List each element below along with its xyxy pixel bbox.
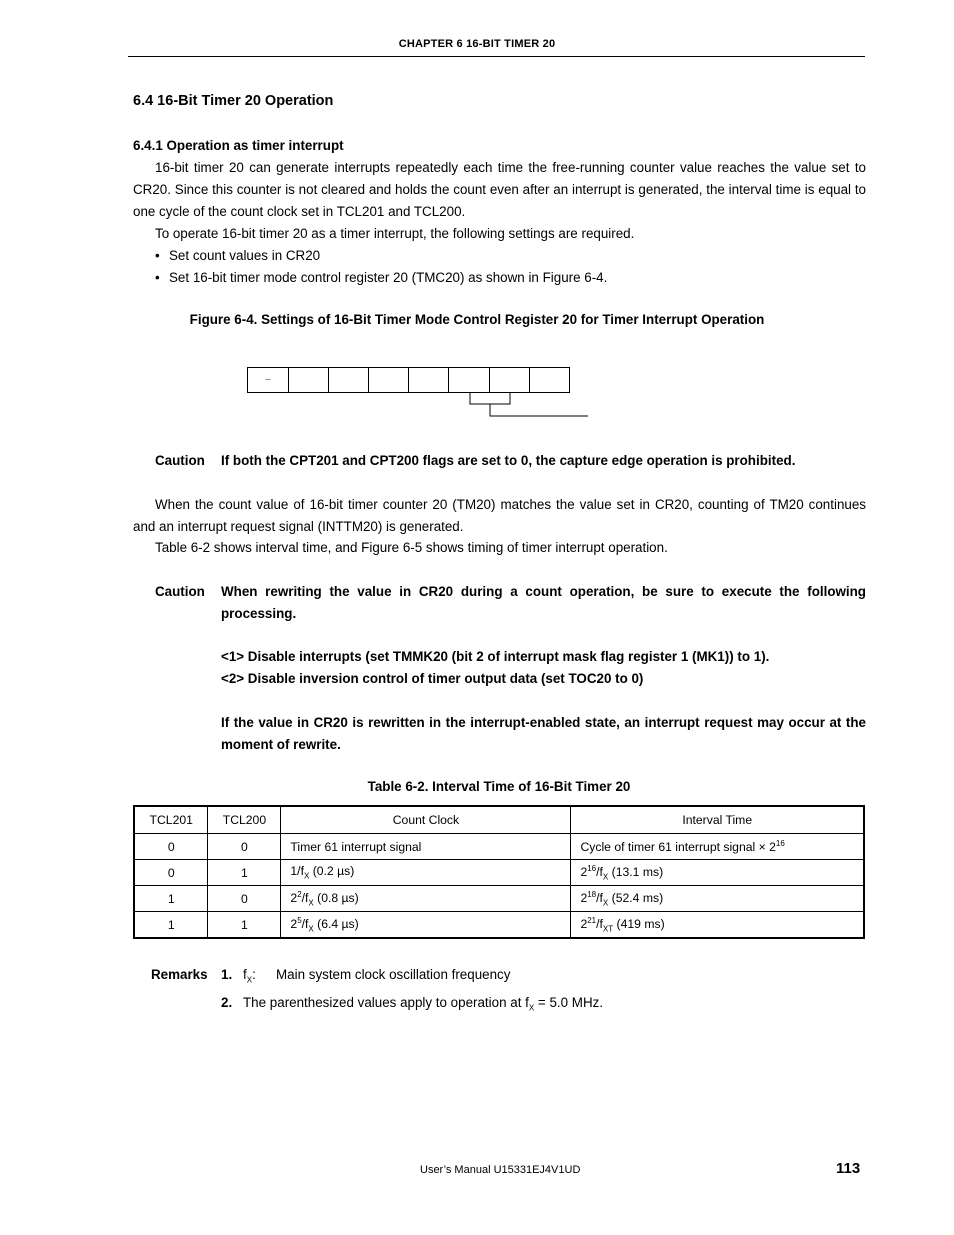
remark-term: f: [243, 967, 247, 982]
manual-id: User’s Manual U15331EJ4V1UD: [420, 1164, 581, 1176]
interval-exponent: 16: [587, 863, 597, 873]
page-number: 113: [836, 1160, 861, 1177]
register-connector-lines: [460, 390, 600, 422]
body-paragraph-2: Table 6-2 shows interval time, and Figure 6-5 shows timing of timer interrupt operation.: [155, 540, 668, 555]
header-rule: [128, 56, 865, 57]
remark-number: 2.: [221, 994, 233, 1010]
clock-sub: X: [308, 924, 314, 934]
remark-text-pre: The parenthesized values apply to operation at f: [243, 994, 529, 1010]
register-bit-cell: [288, 368, 328, 392]
interval-post: (13.1 ms): [608, 864, 664, 879]
table-row: [134, 886, 864, 912]
interval-sub: X: [602, 872, 609, 882]
figure-title: Figure 6-4. Settings of 16-Bit Timer Mode Control Register 20 for Timer Interrupt Operation: [189, 312, 765, 327]
caution-intro: When rewriting the value in CR20 during a count operation, be sure to execute the following processing.: [221, 584, 866, 621]
clock-mid: /f: [301, 890, 309, 905]
count-clock-cell: [281, 886, 571, 912]
clock-pre: 2: [290, 916, 298, 931]
remark-text-sub: X: [528, 1003, 535, 1013]
register-bit-cell: [529, 368, 569, 392]
interval-base: Cycle of timer 61 interrupt signal × 2: [580, 840, 776, 855]
table-row: [134, 860, 864, 886]
bullet-item: [155, 267, 607, 289]
intro-paragraph-2: To operate 16-bit timer 20 as a timer interrupt, the following settings are required.: [155, 226, 635, 241]
clock-mid: /f: [301, 916, 309, 931]
interval-post: (419 ms): [613, 916, 665, 931]
remark-text-post: = 5.0 MHz.: [534, 994, 604, 1010]
register-bit-cell: [328, 368, 368, 392]
caution-label: Caution: [155, 584, 205, 599]
table-row: [134, 834, 864, 860]
chapter-header: CHAPTER 6 16-BIT TIMER 20: [398, 38, 556, 50]
count-clock-cell: [281, 912, 571, 939]
interval-time-cell: [571, 886, 864, 912]
caution-text: If both the CPT201 and CPT200 flags are set to 0, the capture edge operation is prohibited.: [221, 453, 796, 468]
tcl201-cell: 1: [134, 886, 208, 912]
clock-sub: X: [303, 871, 310, 881]
bullet-text: Set 16-bit timer mode control register 20 (TMC20) as shown in Figure 6-4.: [169, 270, 608, 285]
count-clock-cell: Timer 61 interrupt signal: [281, 834, 571, 860]
register-bit-cell: –: [265, 374, 271, 385]
interval-time-cell: [571, 912, 864, 939]
interval-time-table: [133, 805, 865, 939]
bullet-text: Set count values in CR20: [169, 248, 321, 263]
caution-step: <2> Disable inversion control of timer output data (set TOC20 to 0): [221, 671, 644, 686]
caution-label: Caution: [155, 453, 205, 468]
remark-term-sub: X: [246, 975, 253, 985]
subsection-heading: 6.4.1 Operation as timer interrupt: [133, 138, 344, 153]
body-paragraph-1: When the count value of 16-bit timer counter 20 (TM20) matches the value set in CR20, counting of TM20 continues and an interrupt request signal (INTTM20) is generated.: [133, 497, 866, 534]
intro-paragraph-1: 16-bit timer 20 can generate interrupts repeatedly each time the free-running counter value reaches the value set to CR20. Since this counter is not cleared and holds the count even after an interrupt is generated, the interval time is equal to one cycle of the count clock set in TCL201 and TCL200.: [133, 160, 866, 219]
tcl201-cell: 0: [134, 860, 208, 886]
register-bit-cell: [368, 368, 408, 392]
register-bit-cell: [408, 368, 448, 392]
table-title: Table 6-2. Interval Time of 16-Bit Timer 20: [367, 779, 631, 794]
remark-description: Main system clock oscillation frequency: [276, 967, 511, 982]
clock-post: (6.4 µs): [313, 916, 359, 931]
clock-pre: 2: [290, 890, 298, 905]
remark-item: [151, 964, 603, 992]
interval-sub: XT: [602, 924, 614, 934]
interval-base: 2: [580, 916, 588, 931]
section-heading: 6.4 16-Bit Timer 20 Operation: [133, 93, 334, 109]
interval-mid: /f: [596, 890, 603, 905]
register-bit-cell: [448, 368, 488, 392]
column-header: TCL201: [134, 806, 208, 834]
interval-mid: /f: [596, 916, 603, 931]
table-header-row: [134, 806, 864, 834]
remark-term-colon: :: [252, 967, 256, 982]
interval-base: 2: [580, 864, 588, 879]
caution-note: If the value in CR20 is rewritten in the interrupt-enabled state, an interrupt request may occur at the moment of rewrite.: [221, 715, 866, 752]
tcl200-cell: 1: [208, 860, 281, 886]
caution-step: <1> Disable interrupts (set TMMK20 (bit 2 of interrupt mask flag register 1 (MK1)) to 1).: [221, 649, 770, 664]
interval-exponent: 18: [587, 889, 597, 899]
interval-sub: X: [602, 898, 609, 908]
count-clock-cell: [281, 860, 571, 886]
interval-time-cell: [571, 834, 864, 860]
interval-base: 2: [580, 890, 588, 905]
clock-exponent: 2: [297, 889, 302, 899]
interval-time-cell: [571, 860, 864, 886]
interval-mid: /f: [596, 864, 603, 879]
clock-post: (0.8 µs): [313, 890, 359, 905]
tcl200-cell: 0: [208, 834, 281, 860]
clock-sub: X: [308, 898, 314, 908]
interval-exponent: 21: [587, 915, 597, 925]
register-bit-cell: [489, 368, 529, 392]
clock-post: (0.2 µs): [309, 864, 355, 879]
tcl200-cell: 1: [208, 912, 281, 939]
remarks-block: [151, 964, 603, 1019]
column-header: Interval Time: [571, 806, 864, 834]
tcl201-cell: 1: [134, 912, 208, 939]
bullet-glyph: •: [155, 270, 160, 285]
tcl200-cell: 0: [208, 886, 281, 912]
table-row: [134, 912, 864, 939]
remark-item: [151, 992, 603, 1020]
tcl201-cell: 0: [134, 834, 208, 860]
interval-post: (52.4 ms): [608, 890, 664, 905]
clock-pre: 1/f: [290, 864, 304, 879]
clock-exponent: 5: [297, 915, 302, 925]
column-header: Count Clock: [281, 806, 571, 834]
remark-number: 1.: [221, 967, 233, 982]
bullet-glyph: •: [155, 248, 160, 263]
remarks-label: Remarks: [151, 967, 208, 982]
bullet-item: [155, 245, 320, 267]
interval-exponent: 16: [775, 838, 785, 848]
column-header: TCL200: [208, 806, 281, 834]
